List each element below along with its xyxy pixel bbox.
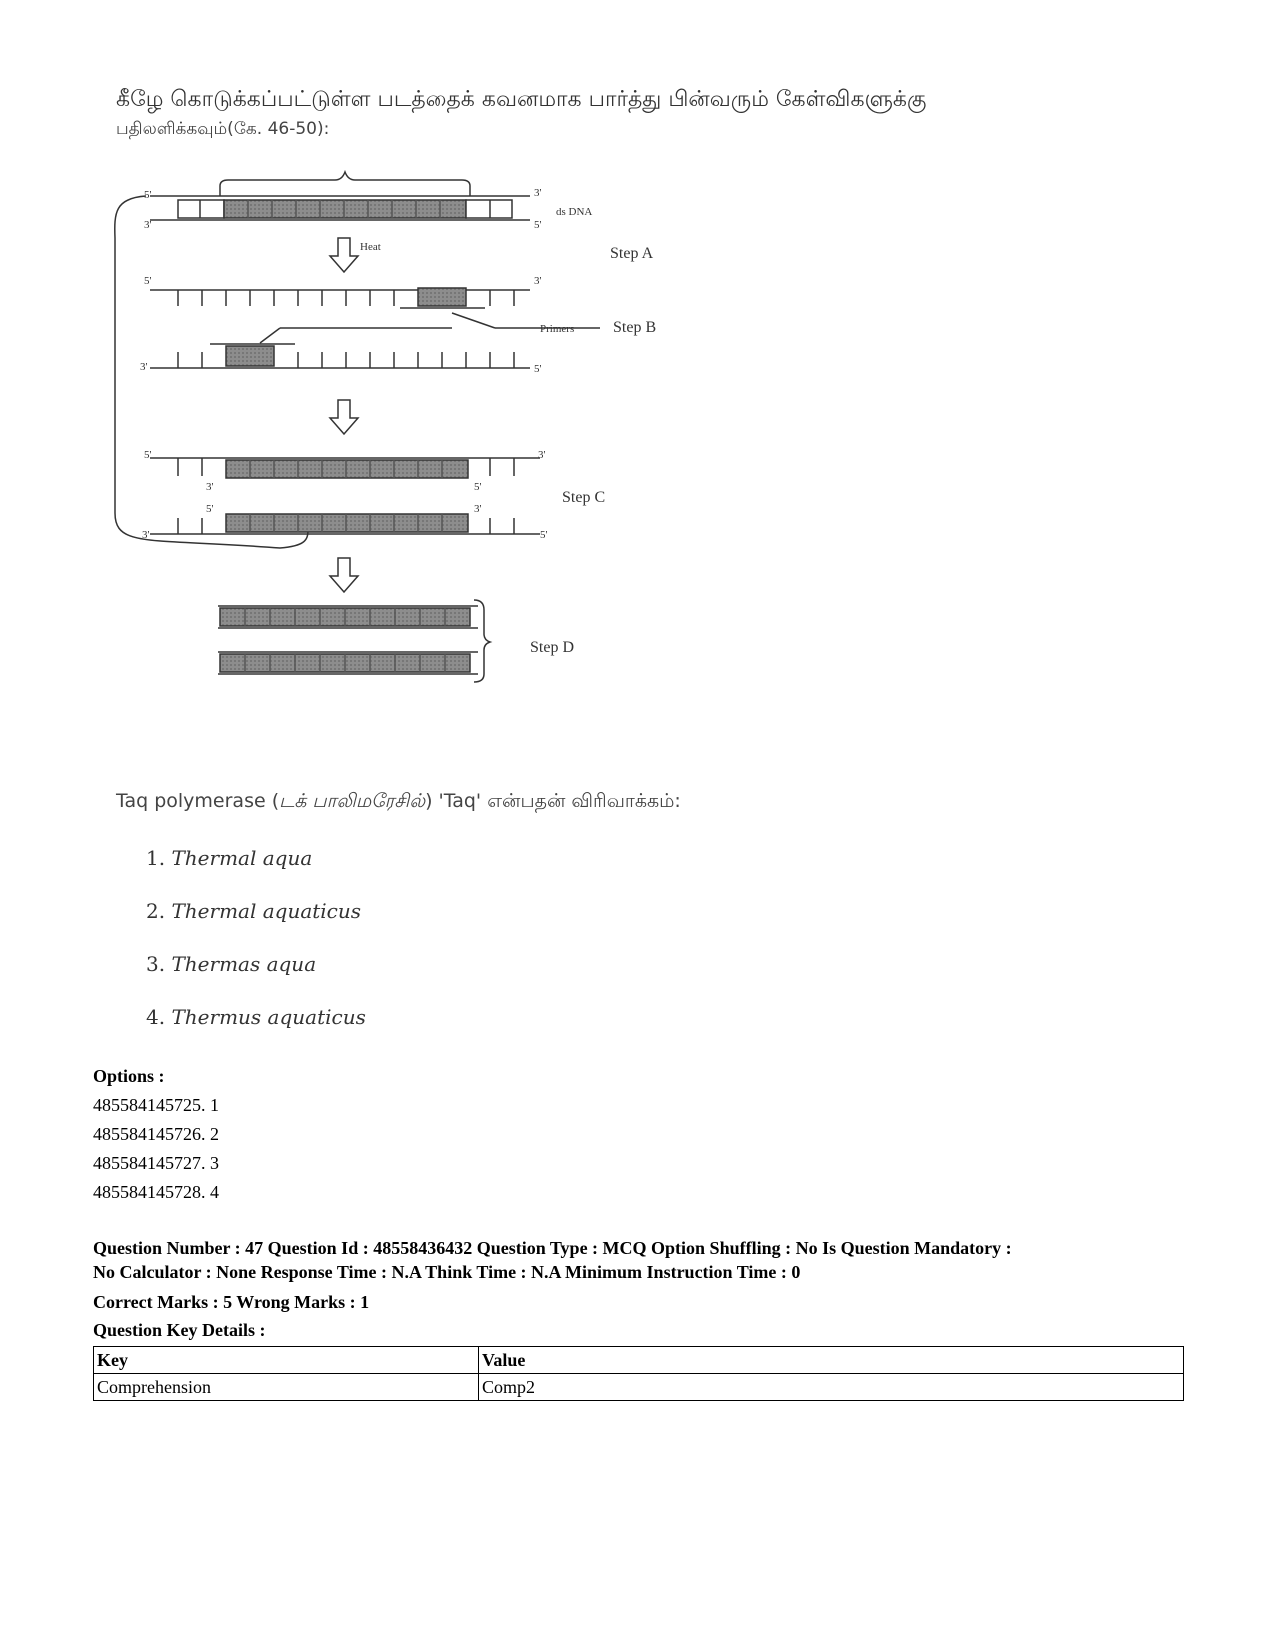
end-label: 5' [474, 481, 482, 493]
end-label: 5' [534, 219, 542, 231]
end-label: 3' [144, 219, 152, 231]
step-c-label: Step C [562, 489, 606, 506]
key-details-table [93, 1346, 1184, 1401]
end-label: 3' [534, 275, 542, 287]
choice-text: Thermal aquaticus [171, 899, 362, 923]
metadata-line-1: Question Number : 47 Question Id : 48558436432 Question Type : MCQ Option Shuffling : No Is Question Mandatory : [93, 1238, 1012, 1258]
table-cell: Comp2 [479, 1374, 1184, 1401]
ds-dna-label: ds DNA [556, 206, 593, 218]
choice-number: 1. [146, 846, 172, 870]
pcr-diagram [110, 168, 730, 728]
choice-text: Thermas aqua [171, 952, 317, 976]
end-label: 3' [206, 481, 214, 493]
table-header-row [94, 1347, 1184, 1374]
heat-label: Heat [360, 241, 381, 253]
end-label: 3' [142, 529, 150, 541]
end-label: 5' [144, 275, 152, 287]
question-middle: ) 'Taq' [425, 790, 488, 812]
choice-item [146, 1005, 366, 1058]
option-item: 485584145725. 1 [93, 1095, 219, 1115]
choice-item [146, 846, 366, 899]
choice-text: Thermus aquaticus [171, 1005, 366, 1029]
step-b-label: Step B [613, 319, 657, 336]
choice-text: Thermal aqua [171, 846, 313, 870]
primers-label: Primers [540, 323, 575, 335]
question-prefix: Taq polymerase ( [116, 790, 280, 812]
option-item: 485584145727. 3 [93, 1153, 219, 1173]
option-item: 485584145728. 4 [93, 1182, 219, 1202]
choice-item [146, 899, 366, 952]
metadata-line-2: No Calculator : None Response Time : N.A Think Time : N.A Minimum Instruction Time : 0 [93, 1262, 801, 1282]
question-metadata [93, 1236, 1183, 1344]
question-suffix: என்பதன் விரிவாக்கம்: [487, 790, 681, 812]
table-header-cell: Key [94, 1347, 479, 1374]
options-list [93, 1062, 219, 1207]
step-d-label: Step D [530, 639, 574, 656]
options-header: Options : [93, 1066, 165, 1086]
question-text [116, 790, 681, 815]
end-label: 5' [534, 363, 542, 375]
choice-number: 4. [146, 1005, 172, 1029]
option-item: 485584145726. 2 [93, 1124, 219, 1144]
instruction-line-1: கீழே கொடுக்கப்பட்டுள்ள படத்தைக் கவனமாக பார்த்து பின்வரும் கேள்விகளுக்கு [116, 87, 927, 112]
end-label: 3' [538, 449, 546, 461]
table-cell: Comprehension [94, 1374, 479, 1401]
end-label: 3' [534, 187, 542, 199]
table-header-cell: Value [479, 1347, 1184, 1374]
key-details-header: Question Key Details : [93, 1320, 266, 1340]
step-a-label: Step A [610, 245, 654, 262]
table-row [94, 1374, 1184, 1401]
question-tamil-term: டக் பாலிமரேசில் [279, 790, 426, 812]
end-label: 5' [144, 189, 152, 201]
choice-number: 2. [146, 899, 172, 923]
instruction-line-2: பதிலளிக்கவும்(கே. 46-50): [116, 119, 330, 139]
end-label: 3' [140, 361, 148, 373]
comprehension-instruction [116, 84, 926, 142]
marks-line: Correct Marks : 5 Wrong Marks : 1 [93, 1292, 370, 1312]
end-label: 5' [144, 449, 152, 461]
end-label: 5' [206, 503, 214, 515]
choice-item [146, 952, 366, 1005]
choice-number: 3. [146, 952, 172, 976]
answer-choices [146, 846, 366, 1058]
end-label: 5' [540, 529, 548, 541]
end-label: 3' [474, 503, 482, 515]
